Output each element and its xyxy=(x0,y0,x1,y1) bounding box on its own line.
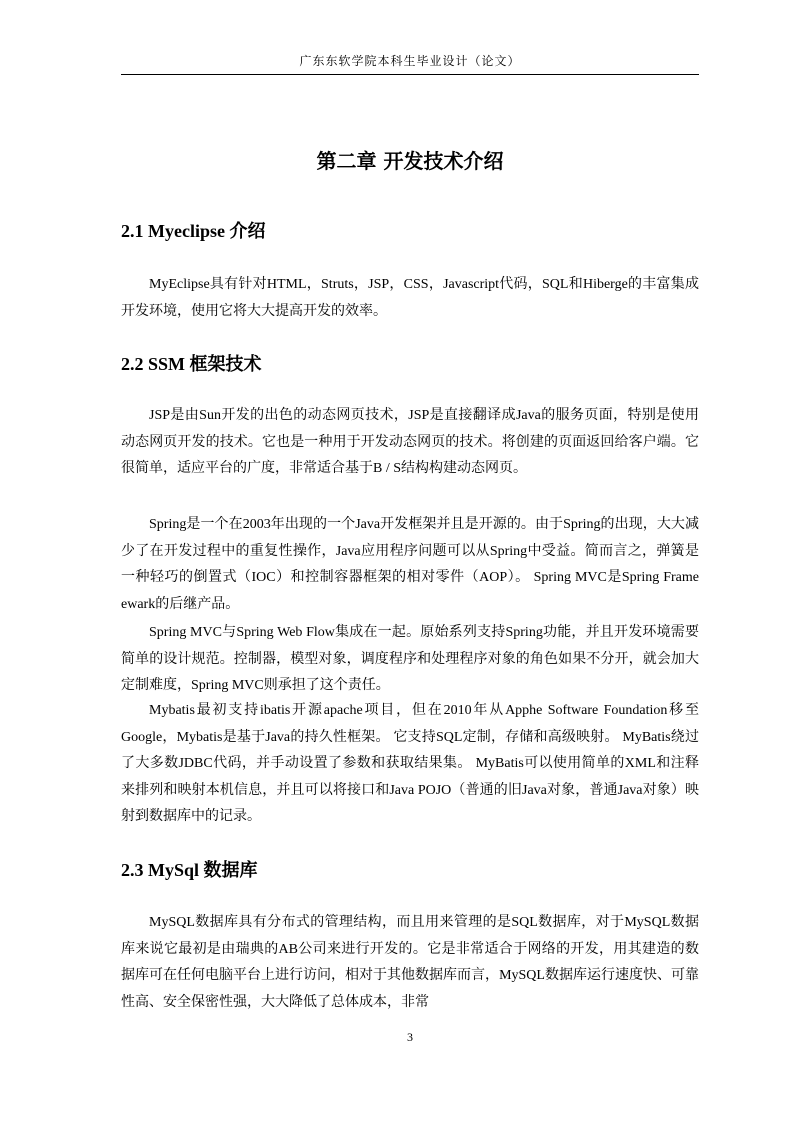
paragraph-mybatis: Mybatis最初支持ibatis开源apache项目，但在2010年从Apphe Software Foundation移至Google，Mybatis是基于Java的持久性框架。 它支持SQL定制，存储和高级映射。 MyBatis绕过了大多数JDBC代码，并手动设置了参数和获取结果集。 MyBatis可以使用简单的XML和注释来排列和映射本机信息，并且可以将接口和Java POJO（普通的旧Java对象，普通Java对象）映射到数据库中的记录。 xyxy=(121,703,699,824)
paragraph-spring-mvc: Spring MVC与Spring Web Flow集成在一起。原始系列支持Spring功能，并且开发环境需要简单的设计规范。控制器，模型对象，调度程序和处理程序对象的角色如果不分开，就会加大定制难度，Spring MVC则承担了这个责任。 xyxy=(121,625,699,693)
section-title-ssm: 2.2 SSM 框架技术 xyxy=(121,354,262,374)
page-header: 广东东软学院本科生毕业设计（论文） xyxy=(121,52,699,75)
paragraph-mysql: MySQL数据库具有分布式的管理结构，而且用来管理的是SQL数据库，对于MySQL数据库来说它最初是由瑞典的AB公司来进行开发的。它是非常适合于网络的开发，用其建造的数据库可在任何电脑平台上进行访问，相对于其他数据库而言，MySQL数据库运行速度快、可靠性高、安全保密性强，大大降低了总体成本，非常 xyxy=(121,915,699,1010)
section-title-myeclipse: 2.1 Myeclipse 介绍 xyxy=(121,221,266,241)
page-number: 3 xyxy=(407,1030,413,1044)
chapter-title: 第二章 开发技术介绍 xyxy=(316,149,504,173)
paragraph-myeclipse: MyEclipse具有针对HTML，Struts，JSP，CSS，Javascript代码，SQL和Hiberge的丰富集成开发环境，使用它将大大提高开发的效率。 xyxy=(121,277,699,319)
paragraph-jsp: JSP是由Sun开发的出色的动态网页技术，JSP是直接翻译成Java的服务页面，特别是使用动态网页开发的技术。它也是一种用于开发动态网页的技术。将创建的页面返回给客户端。它很简单，适应平台的广度，非常适合基于B / S结构构建动态网页。 xyxy=(121,408,699,476)
section-title-mysql: 2.3 MySql 数据库 xyxy=(121,860,258,880)
paragraph-spring: Spring是一个在2003年出现的一个Java开发框架并且是开源的。由于Spring的出现，大大减少了在开发过程中的重复性操作，Java应用程序问题可以从Spring中受益。简而言之，弹簧是一种轻巧的倒置式（IOC）和控制容器框架的相对零件（AOP）。 Spring MVC是Spring Frame ewark的后继产品。 xyxy=(121,517,699,612)
